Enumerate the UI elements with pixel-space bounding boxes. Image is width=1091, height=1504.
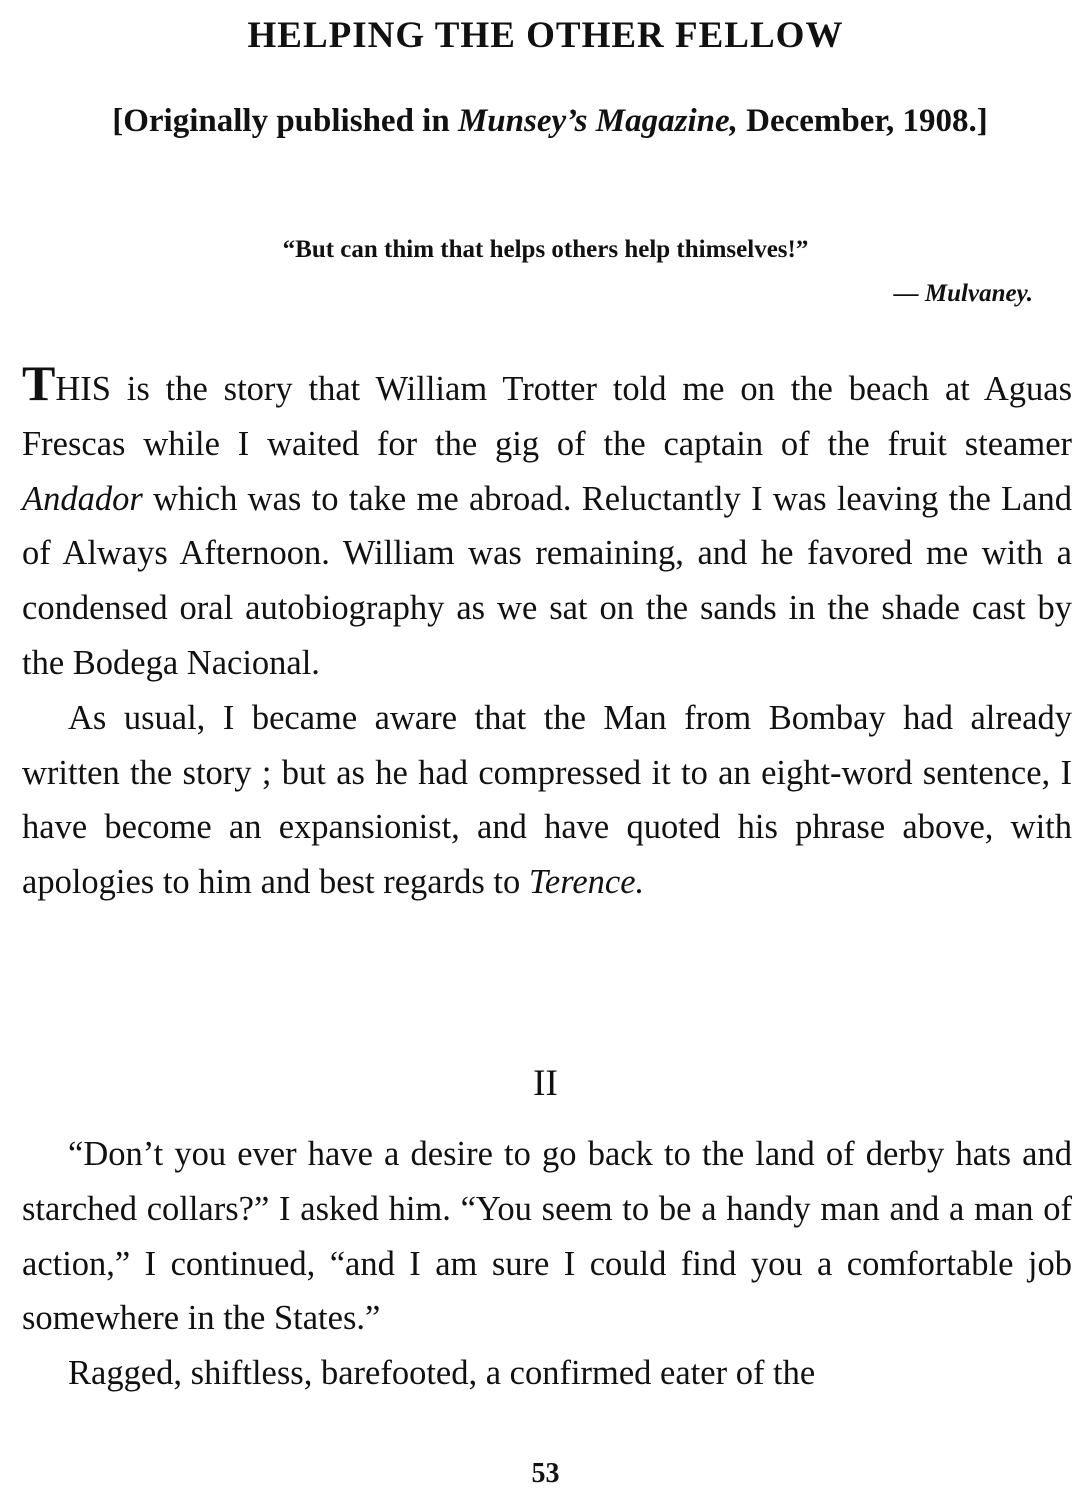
epigraph-attribution: — Mulvaney. [893, 280, 1033, 307]
pubnote-prefix: [Originally published in [112, 103, 458, 139]
section-one-text [22, 355, 1072, 910]
section-two-text [22, 1127, 1072, 1401]
paragraph-4: Ragged, shiftless, barefooted, a confirmed eater of the [68, 1354, 816, 1393]
ship-name: Andador [22, 479, 143, 518]
paragraph-1: THIS is the story that William Trotter told me on the beach at Aguas Frescas while I waited for the gig of the captain of the fruit steamer Andador which was to take me abroad. Reluctantly I was leaving the Land of Always Afternoon. William was remaining, and he favored me with a condensed oral autobiography as we sat on the sands in the shade cast by the Bodega Nacional. [22, 355, 1072, 682]
page-title: HELPING THE OTHER FELLOW [247, 15, 844, 56]
paragraph-2: As usual, I became aware that the Man from Bombay had already written the story ; but as he had compressed it to an eight-word sentence, I have become an expansionist, and have quoted his phrase above, with apologies to him and best regards to Terence. [22, 698, 1072, 902]
publication-note [30, 96, 1070, 146]
page-number: 53 [531, 1458, 560, 1489]
magazine-name: Munsey’s Magazine, [457, 103, 738, 139]
epigraph-quote: “But can thim that helps others help thimselves!” [282, 236, 809, 263]
terence-name: Terence. [528, 863, 645, 902]
section-heading: II [533, 1063, 558, 1104]
pubnote-suffix: December, 1908.] [737, 103, 988, 139]
paragraph-3: “Don’t you ever have a desire to go back to the land of derby hats and starched collars?” I asked him. “You seem to be a handy man and a man of action,” I continued, “and I am sure I could find you a comfortable job somewhere in the States.” [22, 1135, 1072, 1338]
drop-cap: T [22, 355, 56, 411]
